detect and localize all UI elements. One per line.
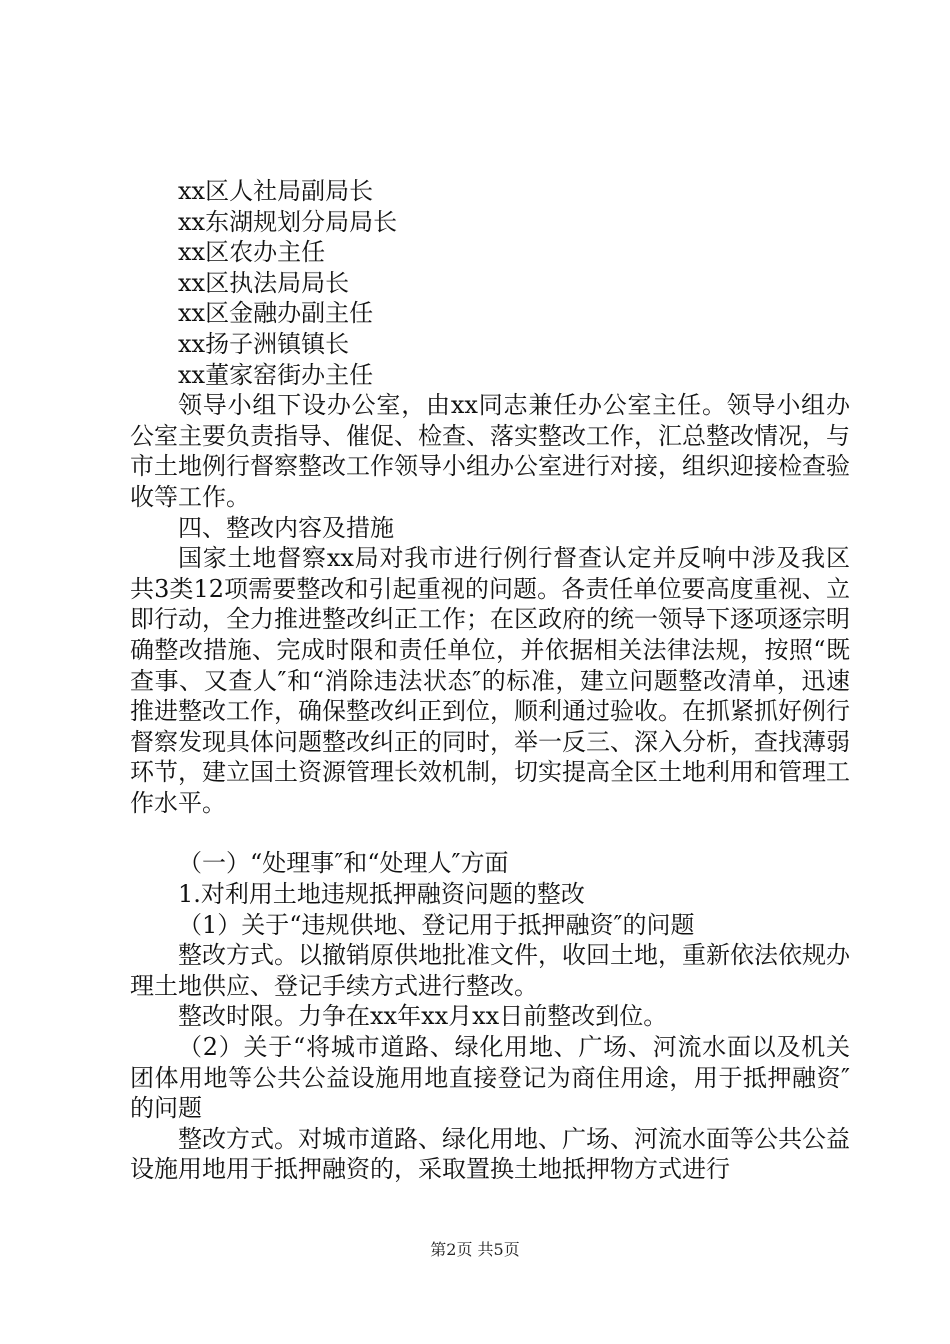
member-line: xx区金融办副主任 xyxy=(178,299,374,328)
sub-item-heading: （1）关于“违规供地、登记用于抵押融资″的问题 xyxy=(178,910,695,939)
item-heading: 1.对利用土地违规抵押融资问题的整改 xyxy=(178,880,585,909)
member-line: xx区人社局副局长 xyxy=(178,177,374,205)
paragraph-method: 整改方式。对城市道路、绿化用地、广场、河流水面等公共公益设施用地用于抵押融资的，采取置换土地抵押物方式进行 xyxy=(130,1124,850,1184)
paragraph-office: 领导小组下设办公室，由xx同志兼任办公室主任。领导小组办公室主要负责指导、催促、检查、落实整改工作，汇总整改情况，与市土地例行督察整改工作领导小组办公室进行对接，组织迎接检查验收等工作。 xyxy=(130,391,850,511)
document-body xyxy=(130,176,850,1185)
member-line: xx区农办主任 xyxy=(178,238,326,267)
section-heading: 四、整改内容及措施 xyxy=(178,513,394,542)
member-line: xx扬子洲镇镇长 xyxy=(178,329,350,358)
paragraph-gap xyxy=(130,818,850,848)
member-line: xx董家窑街办主任 xyxy=(178,360,374,389)
page-number: 第2页 共5页 xyxy=(430,1240,520,1259)
subheading: （一）“处理事″和“处理人″方面 xyxy=(178,849,509,878)
member-list xyxy=(130,176,850,390)
member-line: xx东湖规划分局局长 xyxy=(178,207,398,236)
sub-item-heading: （2）关于“将城市道路、绿化用地、广场、河流水面以及机关团体用地等公共公益设施用地直接登记为商住用途，用于抵押融资″的问题 xyxy=(130,1033,850,1123)
paragraph-method: 整改方式。以撤销原供地批准文件，收回土地，重新依法依规办理土地供应、登记手续方式进行整改。 xyxy=(130,941,850,1000)
paragraph-deadline: 整改时限。力争在xx年xx月xx日前整改到位。 xyxy=(178,1002,668,1031)
member-line: xx区执法局局长 xyxy=(178,268,350,297)
paragraph-national: 国家土地督察xx局对我市进行例行督查认定并反响中涉及我区共3类12项需要整改和引起重视的问题。各责任单位要高度重视、立即行动，全力推进整改纠正工作；在区政府的统一领导下逐项逐宗明确整改措施、完成时限和责任单位，并依据相关法律法规，按照“既查事、又查人″和“消除违法状态″的标准，建立问题整改清单，迅速推进整改工作，确保整改纠正到位，顺利通过验收。在抓紧抓好例行督察发现具体问题整改纠正的同时，举一反三、深入分析，查找薄弱环节，建立国土资源管理长效机制，切实提高全区土地利用和管理工作水平。 xyxy=(130,544,850,817)
